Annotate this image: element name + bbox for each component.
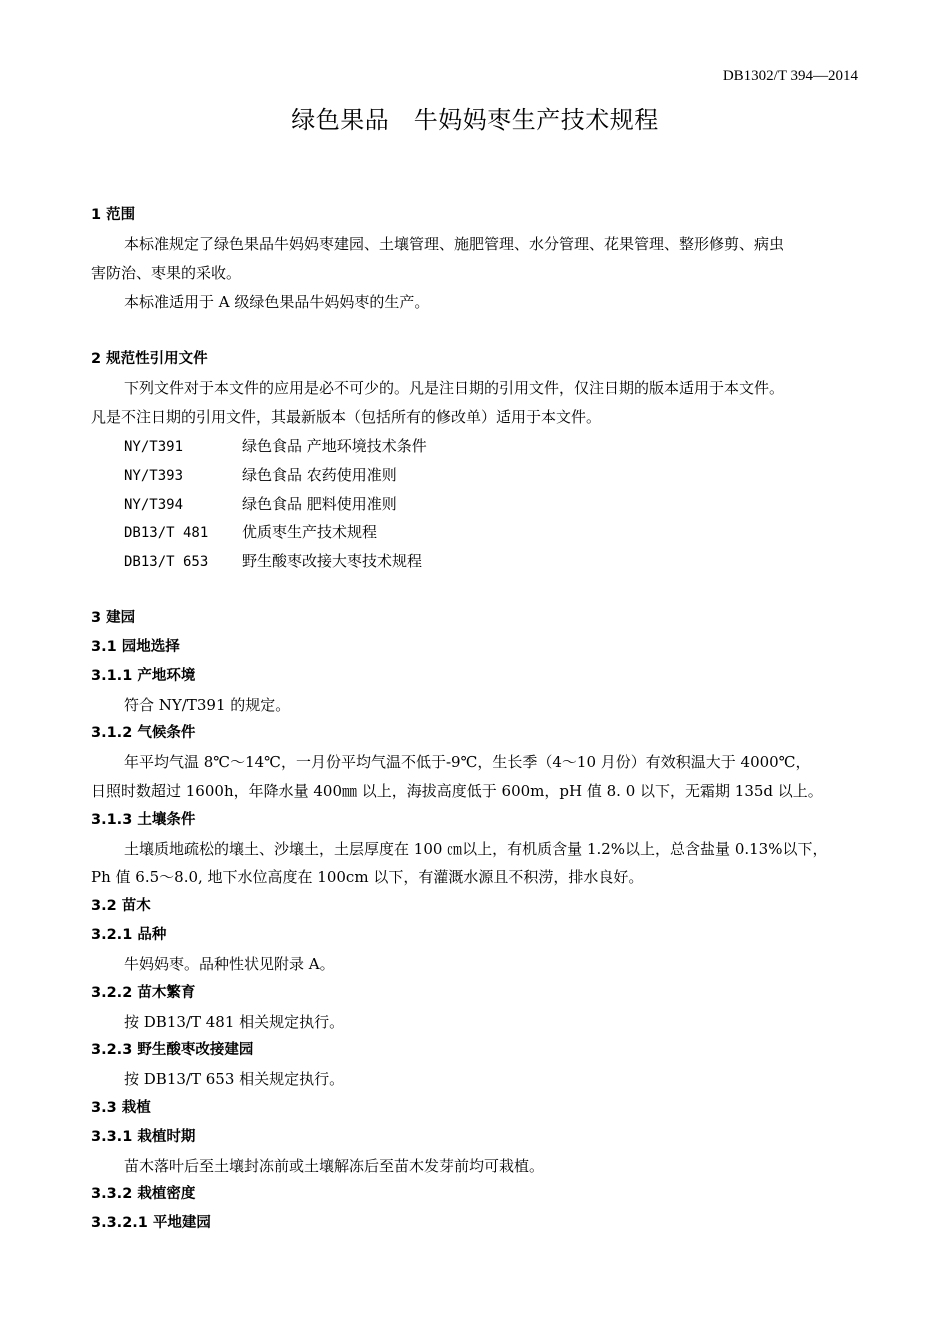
- section-1-paragraph-2: 本标准适用于 A 级绿色果品牛妈妈枣的生产。: [124, 293, 430, 311]
- section-3-3-heading: 3.3 栽植: [91, 1100, 151, 1116]
- reference-item: [124, 465, 899, 486]
- section-3-1-2-text-line-1: 年平均气温 8℃～14℃，一月份平均气温不低于-9℃，生长季（4～10 月份）有效积温大于 4000℃，: [124, 753, 811, 771]
- section-3-1-3-text-line-1: 土壤质地疏松的壤土、沙壤土，土层厚度在 100 ㎝以上，有机质含量 1.2%以上，总含盐量 0.13%以下，: [124, 840, 828, 858]
- section-3-3-1-text: 苗木落叶后至土壤封冻前或土壤解冻后至苗木发芽前均可栽植。: [124, 1157, 545, 1175]
- section-3-heading: 3 建园: [91, 610, 136, 626]
- section-1-paragraph-1-line-2: 害防治、枣果的采收。: [91, 264, 242, 282]
- section-3-2-1-text: 牛妈妈枣。品种性状见附录 A。: [124, 955, 335, 973]
- reference-title: 绿色食品 农药使用准则: [242, 466, 397, 484]
- section-3-1-1-heading: 3.1.1 产地环境: [91, 668, 196, 684]
- section-3-1-3-heading: 3.1.3 土壤条件: [91, 812, 196, 828]
- reference-code: NY/T391: [124, 439, 184, 455]
- section-2-heading: 2 规范性引用文件: [91, 351, 208, 367]
- section-3-2-2-text: 按 DB13/T 481 相关规定执行。: [124, 1013, 345, 1031]
- reference-code: NY/T394: [124, 497, 184, 513]
- section-3-1-2-heading: 3.1.2 气候条件: [91, 725, 196, 741]
- reference-code: DB13/T 481: [124, 525, 209, 541]
- reference-code: NY/T393: [124, 468, 184, 484]
- section-3-3-2-heading: 3.3.2 栽植密度: [91, 1186, 196, 1202]
- reference-item: [124, 436, 899, 457]
- section-3-2-2-heading: 3.2.2 苗木繁育: [91, 985, 196, 1001]
- section-3-2-heading: 3.2 苗木: [91, 898, 151, 914]
- section-3-1-heading: 3.1 园地选择: [91, 639, 180, 655]
- section-3-2-3-heading: 3.2.3 野生酸枣改接建园: [91, 1042, 254, 1058]
- reference-title: 野生酸枣改接大枣技术规程: [242, 552, 423, 570]
- reference-item: [124, 522, 899, 543]
- reference-title: 绿色食品 肥料使用准则: [242, 495, 397, 513]
- section-3-1-3-text-line-2: Ph 值 6.5～8.0, 地下水位高度在 100cm 以下，有灌溉水源且不积涝，排水良好。: [91, 868, 644, 886]
- section-1-paragraph-1-line-1: 本标准规定了绿色果品牛妈妈枣建园、土壤管理、施肥管理、水分管理、花果管理、整形修剪、病虫: [124, 235, 785, 253]
- reference-code: DB13/T 653: [124, 554, 209, 570]
- reference-title: 优质枣生产技术规程: [242, 523, 378, 541]
- section-2-paragraph-line-2: 凡是不注日期的引用文件，其最新版本（包括所有的修改单）适用于本文件。: [91, 408, 602, 426]
- reference-item: [124, 551, 899, 572]
- section-3-1-2-text-line-2: 日照时数超过 1600h，年降水量 400㎜ 以上，海拔高度低于 600m，pH 值 8. 0 以下，无霜期 135d 以上。: [91, 782, 823, 800]
- section-3-3-2-1-heading: 3.3.2.1 平地建园: [91, 1215, 211, 1231]
- section-3-2-1-heading: 3.2.1 品种: [91, 927, 167, 943]
- section-3-1-1-text: 符合 NY/T391 的规定。: [124, 696, 291, 714]
- section-1-heading: 1 范围: [91, 207, 136, 223]
- section-2-paragraph-line-1: 下列文件对于本文件的应用是必不可少的。凡是注日期的引用文件，仅注日期的版本适用于本文件。: [124, 379, 785, 397]
- reference-title: 绿色食品 产地环境技术条件: [242, 437, 427, 455]
- section-3-3-1-heading: 3.3.1 栽植时期: [91, 1129, 196, 1145]
- section-3-2-3-text: 按 DB13/T 653 相关规定执行。: [124, 1070, 345, 1088]
- document-title: 绿色果品 牛妈妈枣生产技术规程: [291, 106, 659, 134]
- reference-item: [124, 494, 899, 515]
- standard-code: DB1302/T 394—2014: [722, 68, 858, 84]
